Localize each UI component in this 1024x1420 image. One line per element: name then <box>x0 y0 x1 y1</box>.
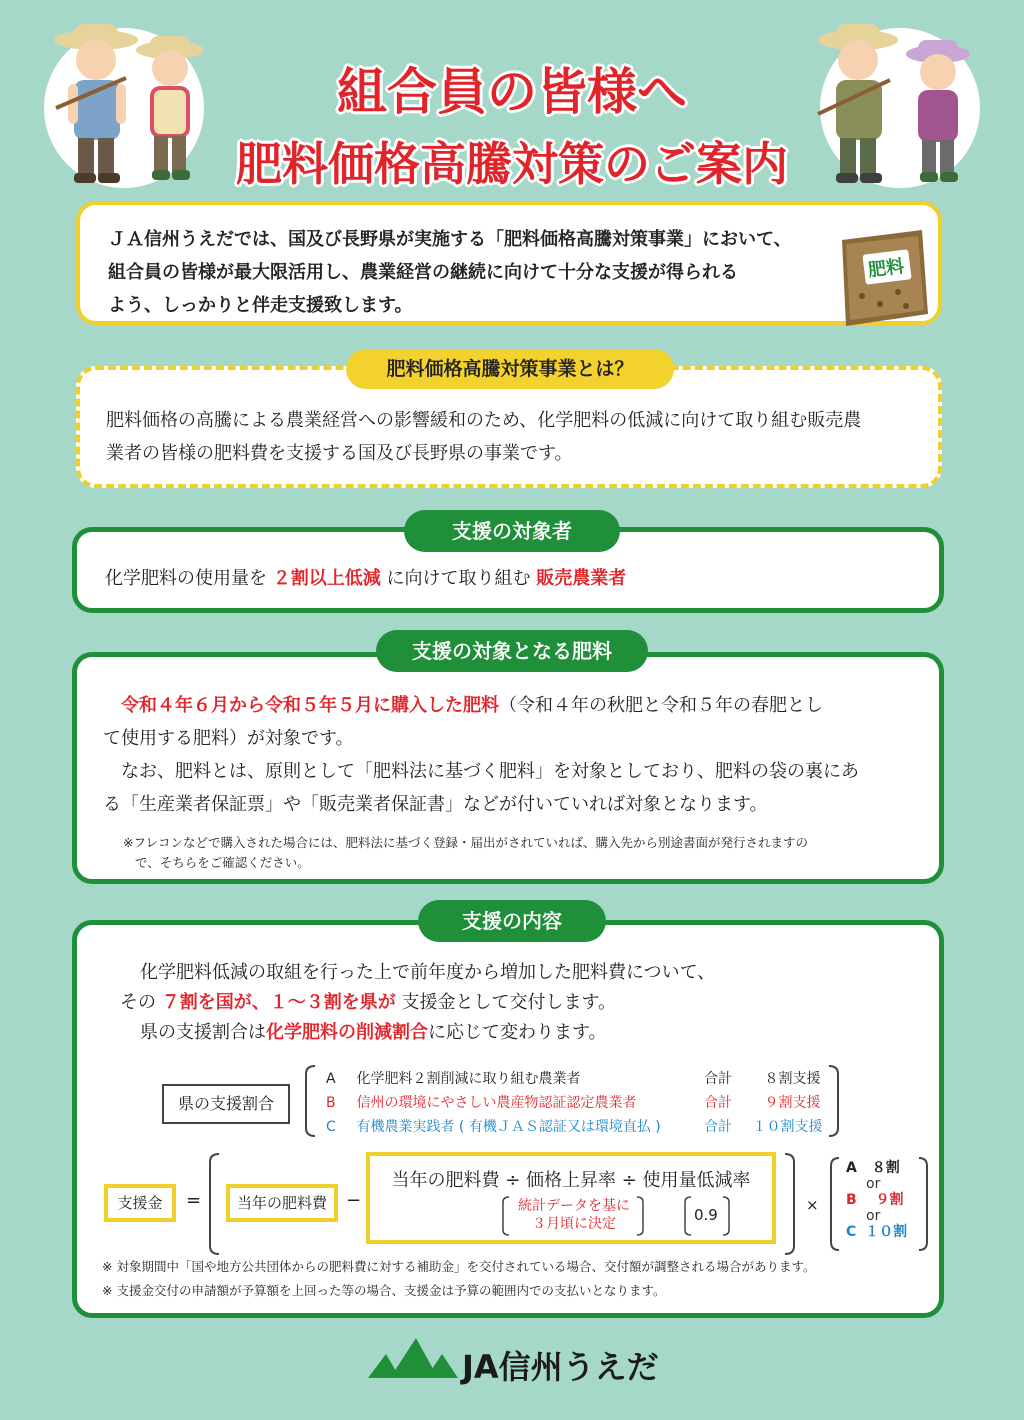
stat-bracket-left <box>500 1196 510 1236</box>
ratio-row-c-sum <box>704 1116 822 1136</box>
fertilizer-note-line2: で、そちらをご確認ください。 <box>135 855 310 870</box>
intro-box <box>76 201 942 325</box>
target-highlight-farmer: 販売農業者 <box>536 568 627 589</box>
stat-note-line1: 統計データを基に <box>518 1198 630 1214</box>
formula-expression: 当年の肥料費 ÷ 価格上昇率 ÷ 使用量低減率 <box>391 1170 751 1191</box>
fertilizer-bag-icon <box>832 226 932 330</box>
ratio-c-key: C <box>326 1119 336 1135</box>
stat-bracket-right <box>636 1196 646 1236</box>
bag-label: 肥料 <box>867 255 906 282</box>
ratio-b-sum-label: 合計 <box>704 1095 732 1111</box>
target-heading: 支援の対象者 <box>404 510 620 552</box>
ratio-b-value: ９割支援 <box>764 1095 821 1111</box>
fertilizer-para-1 <box>103 689 913 722</box>
formula-options <box>846 1160 916 1240</box>
formula-bracket-left <box>206 1152 220 1256</box>
content-note-2: ※ 支援金交付の申請額が予算額を上回った等の場合、支援金は予算の範囲内での支払いとなります。 <box>102 1283 666 1298</box>
option-bracket-left <box>828 1156 840 1252</box>
intro-line-2: 組合員の皆様が最大限活用し、農業経営の継続に向けて十分な支援が得られる <box>108 262 738 283</box>
formula-result-box <box>104 1184 176 1222</box>
fertilizer-note-line1: ※フレコンなどで購入された場合には、肥料法に基づく登録・届出がされていれば、購入先から別途書面が発行されますの <box>123 835 808 850</box>
ja-logo-icon <box>368 1332 458 1382</box>
content-line-3-a: 県の支援割合は <box>140 1022 266 1043</box>
target-text-1: 化学肥料の使用量を <box>105 568 267 589</box>
option-or-1: or <box>866 1176 881 1192</box>
option-c-key: C <box>846 1224 857 1240</box>
fertilizer-period: 令和４年６月から令和５年５月に購入した肥料 <box>121 695 499 716</box>
ratio-bracket-right <box>828 1064 842 1138</box>
rate-bracket-left <box>682 1196 692 1236</box>
ratio-a-sum-label: 合計 <box>704 1071 732 1087</box>
ratio-row-a <box>326 1068 580 1088</box>
ratio-label: 県の支援割合 <box>177 1094 274 1113</box>
about-line-1: 肥料価格の高騰による農業経営への影響緩和のため、化学肥料の低減に向けて取り組む販売農 <box>106 410 862 431</box>
option-a-value: ８割 <box>871 1160 900 1176</box>
formula-result: 支援金 <box>117 1194 163 1212</box>
ratio-row-b-sum <box>704 1092 820 1112</box>
formula-rate: 0.9 <box>694 1206 718 1224</box>
fertilizer-para-1-rest: （令和４年の秋肥と令和５年の春肥とし <box>499 695 823 716</box>
ratio-c-desc: 有機農業実践者 ( 有機ＪＡＳ認証又は環境直払 ) <box>356 1119 661 1135</box>
ratio-c-sum-label: 合計 <box>704 1119 732 1135</box>
option-bracket-right <box>918 1156 930 1252</box>
ratio-row-a-sum <box>704 1068 820 1088</box>
ratio-label-box <box>162 1084 290 1124</box>
ratio-a-key: A <box>326 1071 336 1087</box>
rate-bracket-right <box>722 1196 732 1236</box>
content-share-highlight: ７割を国が、１～３割を県が <box>161 992 396 1013</box>
ratio-bracket-left <box>302 1064 316 1138</box>
option-c-value: １０割 <box>865 1224 908 1240</box>
option-b-key: B <box>846 1192 857 1208</box>
content-line-2-b: 支援金として交付します。 <box>401 992 617 1013</box>
stat-note-line2: ３月頃に決定 <box>532 1216 616 1232</box>
content-line-1: 化学肥料低減の取組を行った上で前年度から増加した肥料費について、 <box>140 962 716 983</box>
formula-equals: = <box>186 1190 202 1211</box>
fertilizer-para-2-line1: なお、肥料とは、原則として「肥料法に基づく肥料」を対象としており、肥料の袋の裏にあ <box>121 761 859 782</box>
intro-line-1: ＪＡ信州うえだでは、国及び長野県が実施する「肥料価格高騰対策事業」において、 <box>108 229 792 250</box>
fertilizer-box <box>72 652 944 884</box>
target-text-2: に向けて取り組む <box>386 568 531 589</box>
option-b-value: ９割 <box>875 1192 904 1208</box>
content-heading: 支援の内容 <box>418 900 606 942</box>
fertilizer-para-1-line2: て使用する肥料）が対象です。 <box>103 728 354 749</box>
content-line-2 <box>120 986 616 1019</box>
about-line-2: 業者の皆様の肥料費を支援する国及び長野県の事業です。 <box>106 443 573 464</box>
ratio-c-value: １０割支援 <box>752 1119 823 1135</box>
target-text <box>105 562 911 595</box>
intro-line-3: よう、しっかりと伴走支援致します。 <box>108 295 413 316</box>
page-subtitle: 肥料価格高騰対策のご案内 <box>236 137 788 191</box>
about-heading: 肥料価格高騰対策事業とは？ <box>346 349 674 389</box>
formula-times: × <box>806 1196 819 1214</box>
content-line-3 <box>140 1016 607 1049</box>
formula-minus: − <box>346 1190 362 1211</box>
option-a-key: A <box>846 1160 857 1176</box>
ratio-a-value: ８割支援 <box>764 1071 821 1087</box>
option-a <box>846 1160 916 1176</box>
formula-bracket-right <box>784 1152 798 1256</box>
content-reduction-highlight: 化学肥料の削減割合 <box>266 1022 428 1043</box>
ratio-row-c <box>326 1116 661 1136</box>
ratio-a-desc: 化学肥料２割削減に取り組む農業者 <box>356 1071 581 1087</box>
page-title: 組合員の皆様へ <box>337 63 687 121</box>
formula-current-cost: 当年の肥料費 <box>236 1194 327 1212</box>
fertilizer-para-2-line2: る「生産業者保証票」や「販売業者保証書」などが付いていれば対象となります。 <box>103 794 768 815</box>
option-or-2: or <box>866 1208 881 1224</box>
ratio-b-key: B <box>326 1095 336 1111</box>
target-highlight-reduction: ２割以上低減 <box>272 568 381 589</box>
ratio-row-b <box>326 1092 636 1112</box>
ratio-b-desc: 信州の環境にやさしい農産物認証認定農業者 <box>356 1095 637 1111</box>
formula-stat-note <box>510 1197 638 1233</box>
ja-logo-text: JA信州うえだ <box>462 1348 659 1386</box>
formula-current-cost-box <box>226 1184 338 1222</box>
option-c <box>846 1224 916 1240</box>
fertilizer-heading: 支援の対象となる肥料 <box>376 630 648 672</box>
content-note-1: ※ 対象期間中「国や地方公共団体からの肥料費に対する補助金」を交付されている場合、交付額が調整される場合があります。 <box>102 1259 816 1274</box>
content-line-3-b: に応じて変わります。 <box>428 1022 607 1043</box>
content-line-2-a: その <box>120 992 156 1013</box>
option-b <box>846 1192 916 1208</box>
